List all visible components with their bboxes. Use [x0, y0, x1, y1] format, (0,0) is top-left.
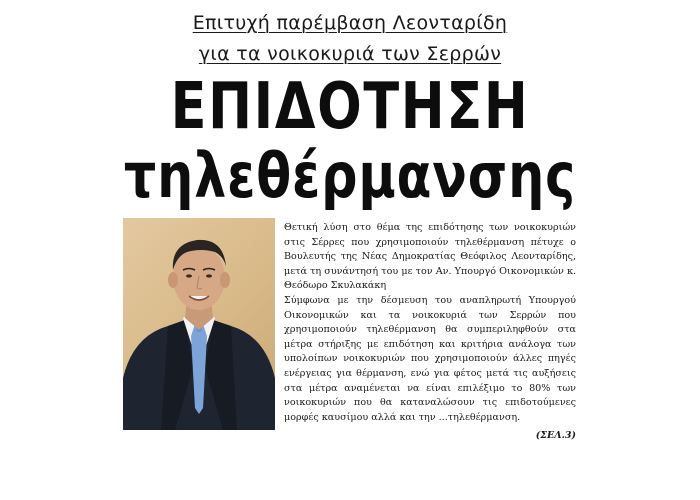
headline-line-2: τηλεθέρμανσης: [123, 139, 577, 212]
kicker-line-1: [0, 12, 700, 34]
article-paragraph-2: Σύμφωνα με την δέσμευση του αναπληρωτή Υπουργού Οικονομικών και τα νοικοκυριά των Σερρών που χρησιμοποιούν τηλεθέρμανση θα συμπεριληφθούν στα μέτρα στήριξης με επιδότηση και κριτήρια ανάλογα των υπολοίπων νοικοκυριών που χρησιμοποιούν άλλες πηγές ενέργειας για θέρμανση, ενώ για φέτος μετά τις αυξήσεις στα μέτρα αναμένεται να είναι επιλέξιμο το 80% των νοικοκυριών που θα καταναλώσουν τις επιδοτούμενες μορφές καυσίμου αλλά και την ...τηλεθέρμανση.: [284, 294, 576, 423]
kicker-text-1: Επιτυχή παρέμβαση Λεονταρίδη: [192, 12, 508, 34]
portrait-photo: [123, 218, 275, 430]
portrait-illustration: [123, 218, 275, 430]
kicker-line-2: [0, 43, 700, 65]
article-paragraph-1: Θετική λύση στο θέμα της επιδότησης των νοικοκυριών στις Σέρρες που χρησιμοποιούν τηλεθέρμανση πέτυχε ο Βουλευτής της Νέας Δημοκρατίας Θεόφιλος Λεονταρίδης, μετά τη συνάντησή του με τον Αν. Υπουργό Οικονομικών κ. Θεόδωρο Σκυλακάκη: [284, 222, 576, 292]
kicker-text-2: για τα νοικοκυριά των Σερρών: [198, 43, 502, 65]
page-reference: (ΣΕΛ.3): [535, 430, 576, 441]
headline-line-1: ΕΠΙΔΟΤΗΣΗ: [170, 70, 530, 144]
article-body: [284, 221, 576, 425]
